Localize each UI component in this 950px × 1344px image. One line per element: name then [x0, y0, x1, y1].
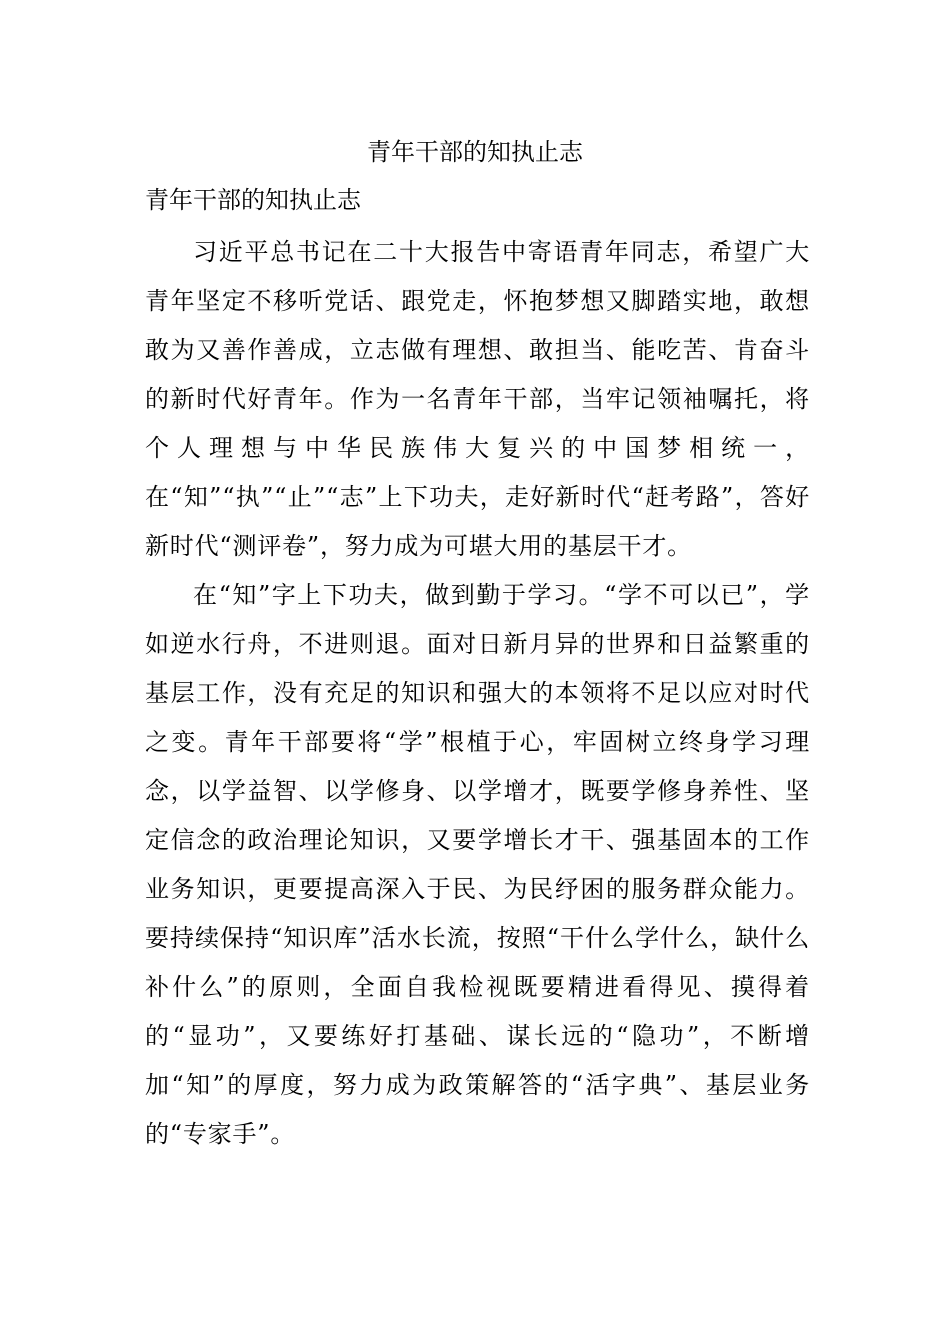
document-subtitle: 青年干部的知执止志 — [145, 186, 361, 214]
document-title: 青年干部的知执止志 — [367, 138, 583, 166]
paragraph-intro: 习近平总书记在二十大报告中寄语青年同志，希望广大青年坚定不移听党话、跟党走，怀抱梦想又脚踏实地，敢想敢为又善作善成，立志做有理想、敢担当、能吃苦、肯奋斗的新时代好青年。作为一名青年干部，当牢记领袖嘱托，将个人理想与中华民族伟大复兴的中国梦相统一，在“知”“执”“止”“志”上下功夫，走好新时代“赶考路”，答好新时代“测评卷”，努力成为可堪大用的基层干才。 — [145, 238, 810, 560]
paragraph-zhi-study: 在“知”字上下功夫，做到勤于学习。“学不可以已”，学如逆水行舟，不进则退。面对日新月异的世界和日益繁重的基层工作，没有充足的知识和强大的本领将不足以应对时代之变。青年干部要将“学”根植于心，牢固树立终身学习理念，以学益智、以学修身、以学增才，既要学修身养性、坚定信念的政治理论知识，又要学增长才干、强基固本的工作业务知识，更要提高深入于民、为民纾困的服务群众能力。要持续保持“知识库”活水长流，按照“干什么学什么，缺什么补什么”的原则，全面自我检视既要精进看得见、摸得着的“显功”，又要练好打基础、谋长远的“隐功”，不断增加“知”的厚度，努力成为政策解答的“活字典”、基层业务的“专家手”。 — [145, 581, 810, 1148]
document-body — [145, 228, 810, 1159]
